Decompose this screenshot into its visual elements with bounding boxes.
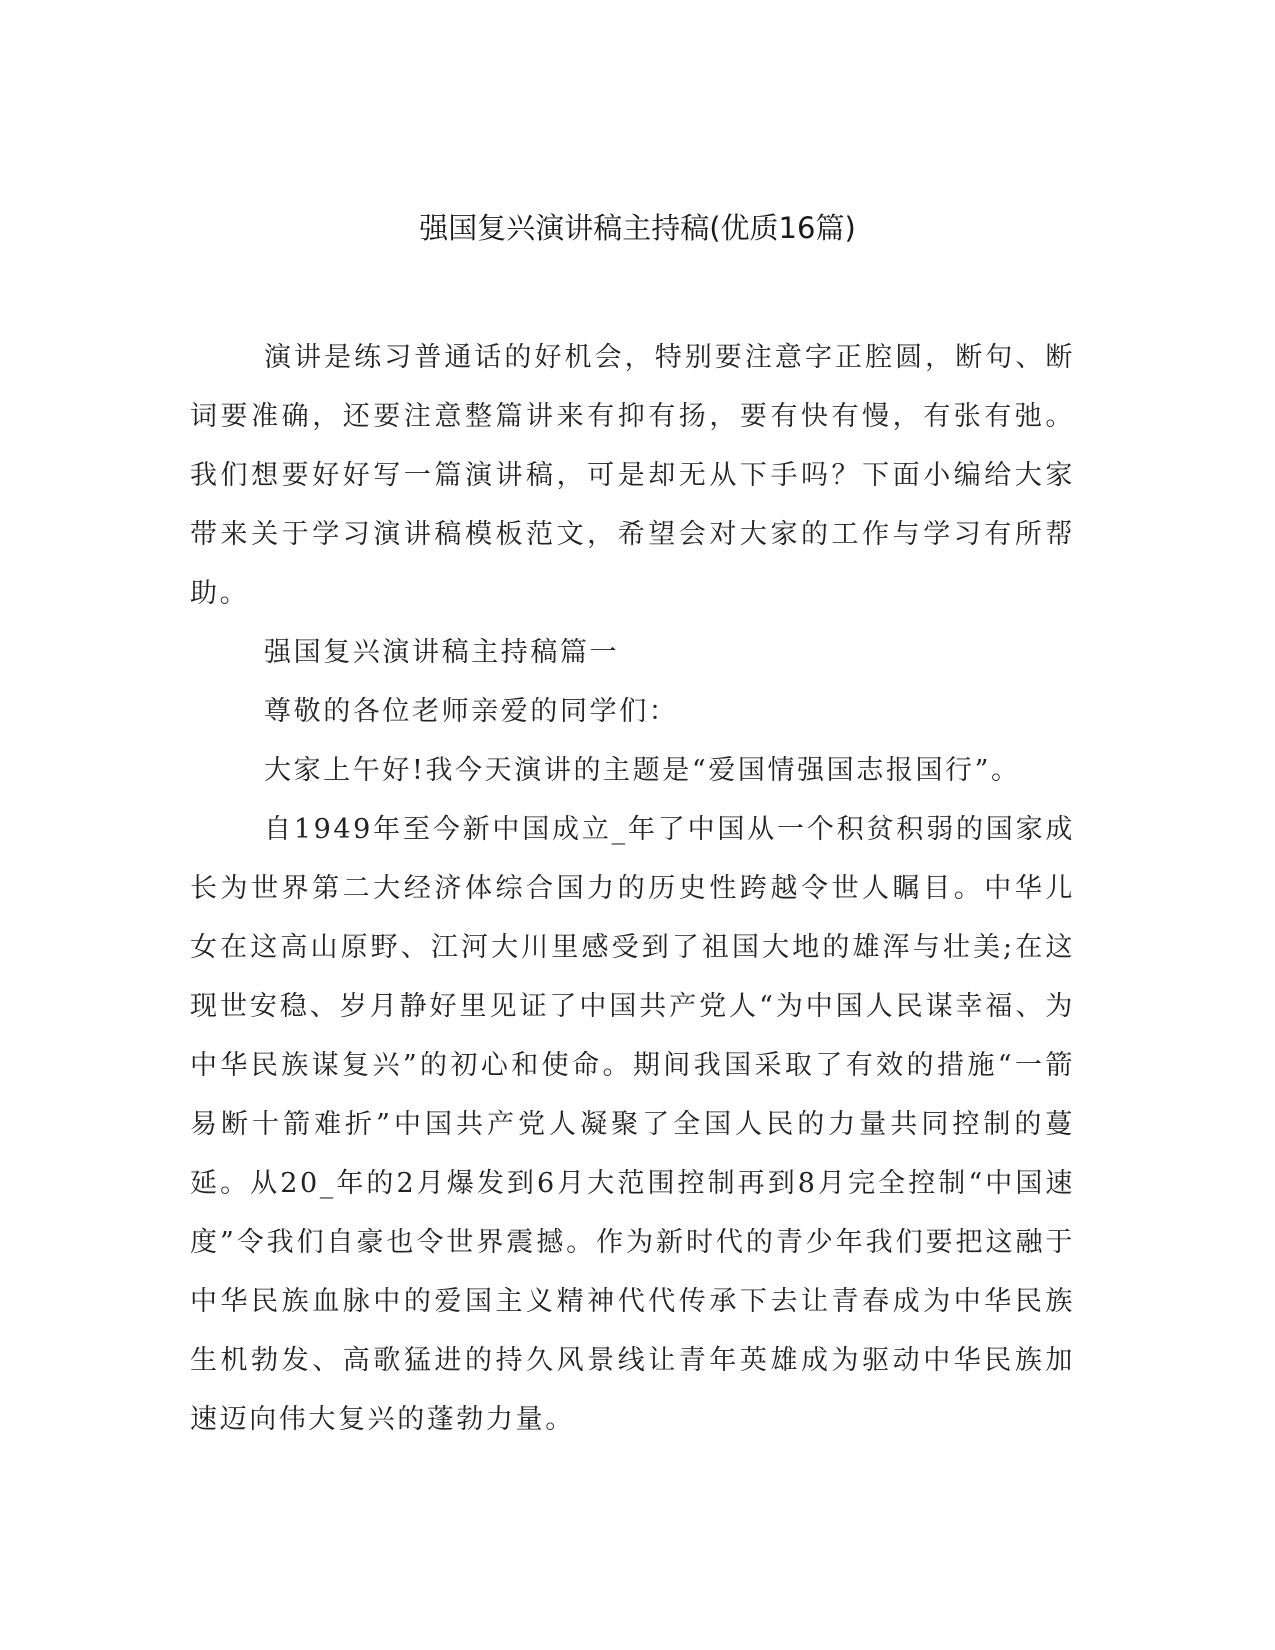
body-paragraph: 自1949年至今新中国成立_年了中国从一个积贫积弱的国家成长为世界第二大经济体综合国力的历史性跨越令世人瞩目。中华儿女在这高山原野、江河大川里感受到了祖国大地的雄浑与壮美;在这现世安稳、岁月静好里见证了中国共产党人“为中国人民谋幸福、为中华民族谋复兴”的初心和使命。期间我国采取了有效的措施“一箭易断十箭难折”中国共产党人凝聚了全国人民的力量共同控制的蔓延。从20_年的2月爆发到6月大范围控制再到8月完全控制“中国速度”令我们自豪也令世界震撼。作为新时代的青少年我们要把这融于中华民族血脉中的爱国主义精神代代传承下去让青春成为中华民族生机勃发、高歌猛进的持久风景线让青年英雄成为驱动中华民族加速迈向伟大复兴的蓬勃力量。 (190, 814, 1075, 1435)
document-title: 强国复兴演讲稿主持稿(优质16篇) (419, 211, 856, 245)
intro-paragraph: 演讲是练习普通话的好机会，特别要注意字正腔圆，断句、断词要准确，还要注意整篇讲来有抑有扬，要有快有慢，有张有弛。我们想要好好写一篇演讲稿，可是却无从下手吗？下面小编给大家带来关于学习演讲稿模板范文，希望会对大家的工作与学习有所帮助。 (190, 342, 1075, 609)
salutation-paragraph: 尊敬的各位老师亲爱的同学们： (264, 696, 679, 727)
greeting-paragraph: 大家上午好!我今天演讲的主题是“爱国情强国志报国行”。 (264, 755, 1021, 786)
section-heading: 强国复兴演讲稿主持稿篇一 (264, 637, 620, 668)
document-body (190, 328, 1075, 1449)
